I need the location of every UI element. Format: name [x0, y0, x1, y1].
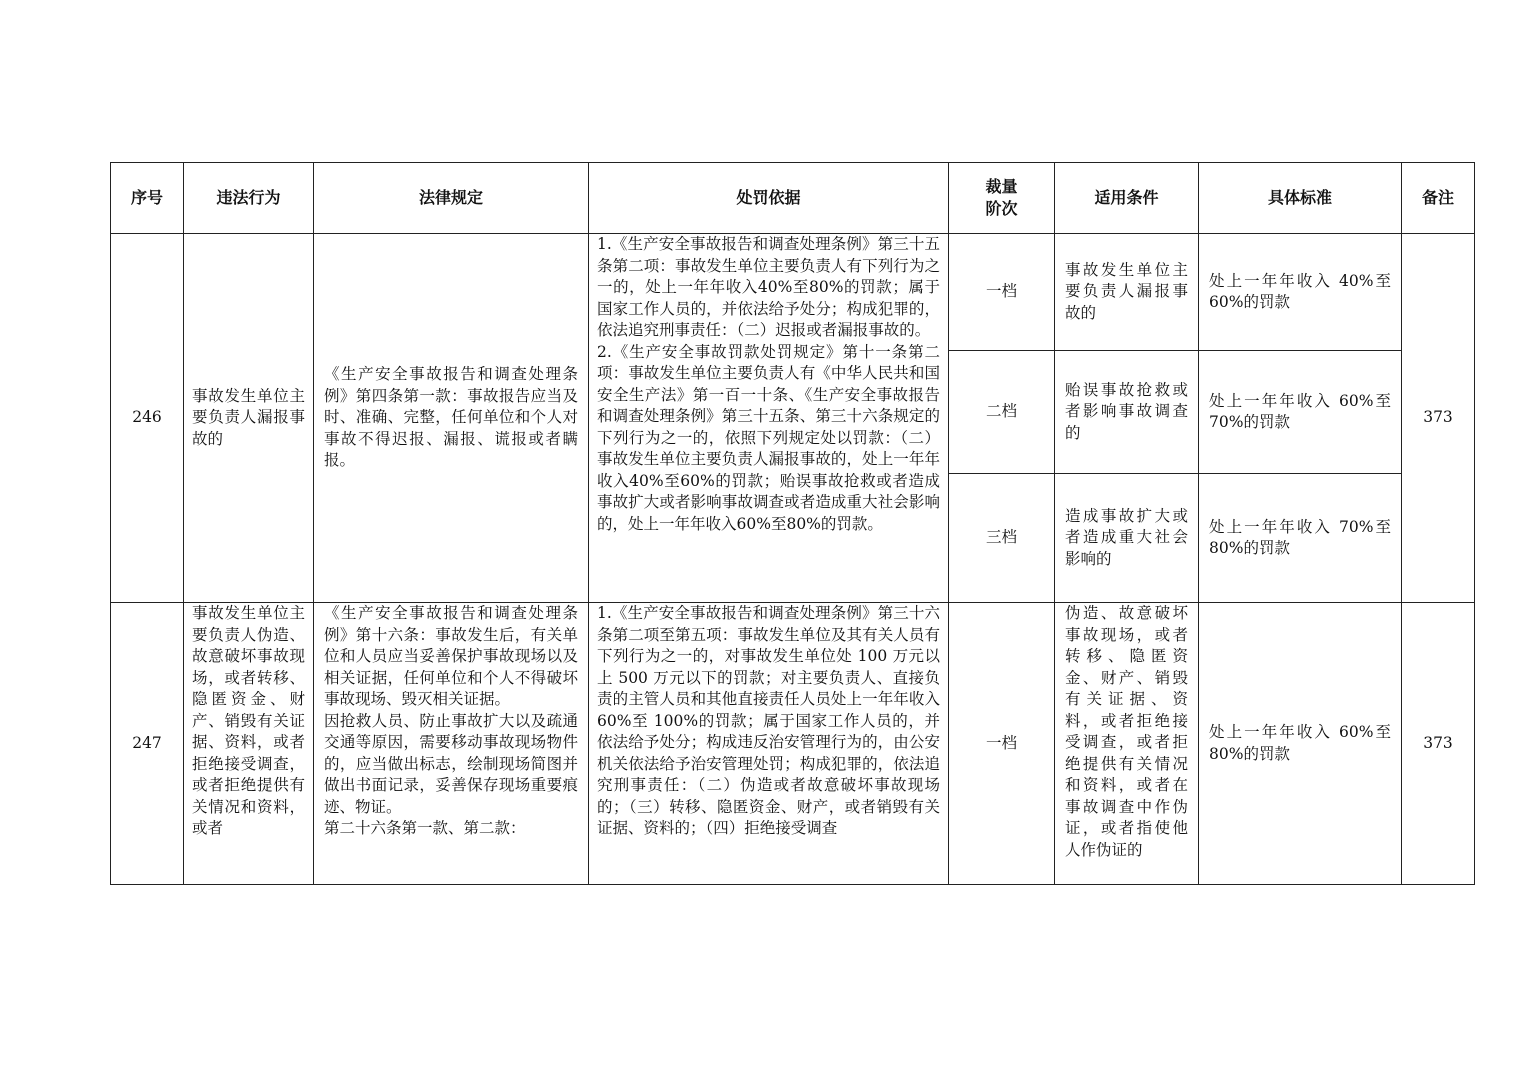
- row-246-level-2: 二档: [949, 351, 1055, 474]
- row-247-basis-text: 1.《生产安全事故报告和调查处理条例》第三十六条第二项至第五项：事故发生单位及其有关人员有下列行为之一的，对事故发生单位处 100 万元以上 500 万元以下的罚款；对主要负责人、直接负责的主管人员和其他直接责任人员处上一年年收入 60%至 100%的罚款；属于国家工作人员的，并依法给予处分；构成违反治安管理行为的，由公安机关依法给予治安管理处罚；构成犯罪的，依法追究刑事责任：（二）伪造或者故意破坏事故现场的；（三）转移、隐匿资金、财产，或者销毁有关证据、资料的；（四）拒绝接受调查: [597, 604, 940, 837]
- row-246-standard-2: 处上一年年收入 60%至 70%的罚款: [1199, 351, 1402, 474]
- row-246-basis: [589, 234, 949, 603]
- header-basis: 处罚依据: [589, 163, 949, 234]
- row-246-remark: 373: [1402, 234, 1475, 603]
- row-247-violation-text: 事故发生单位主要负责人伪造、故意破坏事故现场，或者转移、隐匿资金、财产、销毁有关证据、资料，或者拒绝接受调查，或者拒绝提供有关情况和资料，或者: [192, 604, 305, 837]
- row-246-level-1: 一档: [949, 234, 1055, 351]
- row-247-law-para-3: 第二十六条第一款、第二款：: [324, 819, 526, 837]
- row-246-standard-1: 处上一年年收入 40%至 60%的罚款: [1199, 234, 1402, 351]
- row-246-condition-1: 事故发生单位主要负责人漏报事故的: [1055, 234, 1199, 351]
- row-247-law-para-2: 因抢救人员、防止事故扩大以及疏通交通等原因，需要移动事故现场物件的，应当做出标志，绘制现场简图并做出书面记录，妥善保存现场重要痕迹、物证。: [324, 711, 578, 816]
- row-246-law: 《生产安全事故报告和调查处理条例》第四条第一款：事故报告应当及时、准确、完整，任何单位和个人对事故不得迟报、漏报、谎报或者瞒报。: [314, 234, 589, 603]
- row-247-standard: 处上一年年收入 60%至 80%的罚款: [1199, 603, 1402, 885]
- row-246-seq: 246: [111, 234, 184, 603]
- header-violation: 违法行为: [184, 163, 314, 234]
- row-247-basis: [589, 603, 949, 885]
- row-246-condition-3: 造成事故扩大或者造成重大社会影响的: [1055, 474, 1199, 603]
- header-level: [949, 163, 1055, 234]
- header-level-line1: 裁量: [985, 177, 1018, 196]
- header-seq: 序号: [111, 163, 184, 234]
- table-row: [111, 234, 1475, 351]
- row-246-basis-item-2: 2.《生产安全事故罚款处罚规定》第十一条第二项：事故发生单位主要负责人有《中华人民共和国安全生产法》第一百一十条、《生产安全事故报告和调查处理条例》第三十五条、第三十六条规定的下列行为之一的，依照下列规定处以罚款：（二）事故发生单位主要负责人漏报事故的，处上一年年收入40%至60%的罚款；贻误事故抢救或者造成事故扩大或者影响事故调查或者造成重大社会影响的，处上一年年收入60%至80%的罚款。: [597, 342, 940, 533]
- row-246-level-3: 三档: [949, 474, 1055, 603]
- row-247-level-1: 一档: [949, 603, 1055, 885]
- row-247-law: [314, 603, 589, 885]
- header-condition: 适用条件: [1055, 163, 1199, 234]
- row-247-law-para-1: 《生产安全事故报告和调查处理条例》第十六条：事故发生后，有关单位和人员应当妥善保护事故现场以及相关证据，任何单位和个人不得破坏事故现场、毁灭相关证据。: [324, 604, 578, 708]
- row-247-violation: [184, 603, 314, 885]
- header-standard: 具体标准: [1199, 163, 1402, 234]
- header-remark: 备注: [1402, 163, 1475, 234]
- header-level-line2: 阶次: [985, 199, 1018, 218]
- row-246-violation: 事故发生单位主要负责人漏报事故的: [184, 234, 314, 603]
- row-247-condition-text: 伪造、故意破坏事故现场，或者转移、隐匿资金、财产、销毁有关证据、资料，或者拒绝接受调查，或者拒绝提供有关情况和资料，或者在事故调查中作伪证，或者指使他人作伪证的: [1065, 604, 1188, 859]
- row-246-standard-3: 处上一年年收入 70%至 80%的罚款: [1199, 474, 1402, 603]
- row-247-remark: 373: [1402, 603, 1475, 885]
- row-247-seq: 247: [111, 603, 184, 885]
- row-246-basis-item-1: 1.《生产安全事故报告和调查处理条例》第三十五条第二项：事故发生单位主要负责人有下列行为之一的，处上一年年收入40%至80%的罚款；属于国家工作人员的，并依法给予处分；构成犯罪的，依法追究刑事责任：（二）迟报或者漏报事故的。: [597, 235, 940, 339]
- table-row: [111, 603, 1475, 885]
- header-law: 法律规定: [314, 163, 589, 234]
- row-247-condition: [1055, 603, 1199, 885]
- row-246-condition-2: 贻误事故抢救或者影响事故调查的: [1055, 351, 1199, 474]
- header-row: [111, 163, 1475, 234]
- penalty-table: [110, 162, 1475, 885]
